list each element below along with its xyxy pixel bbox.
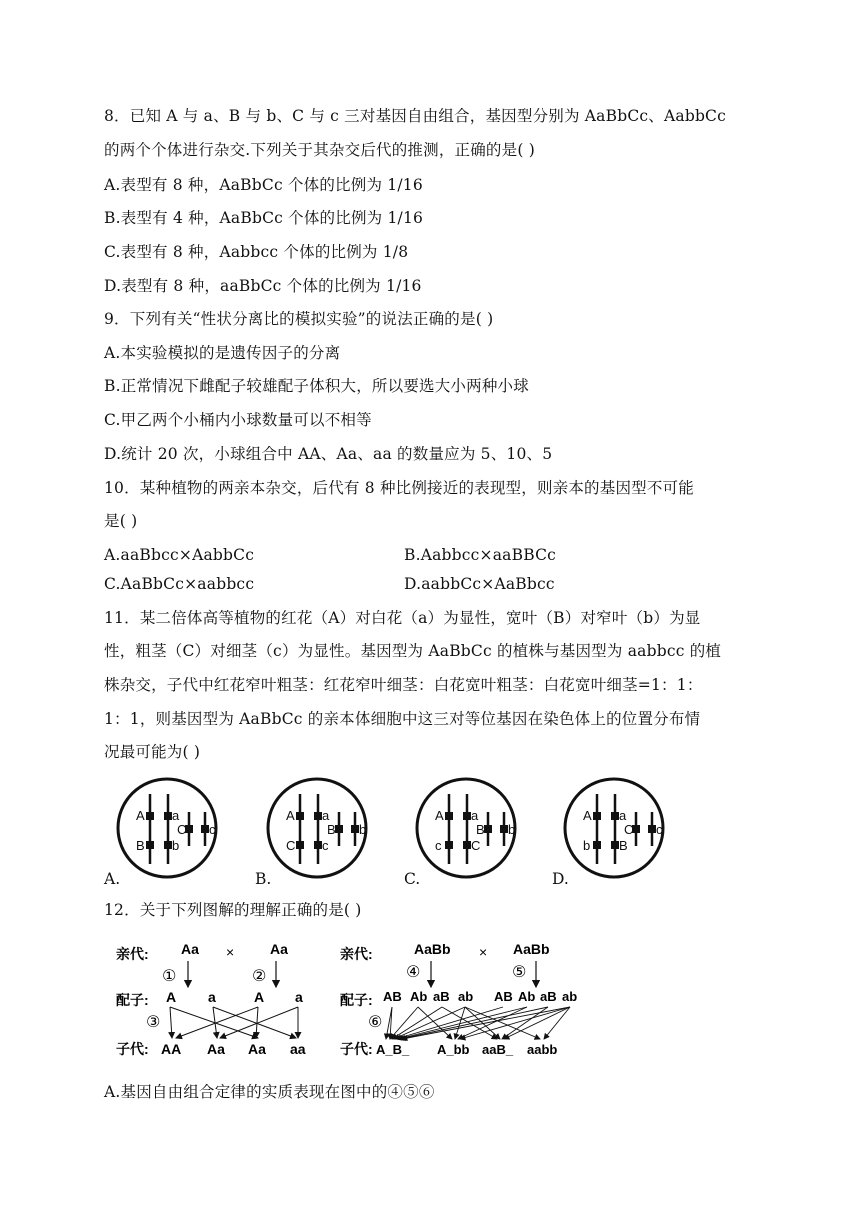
cross-diagram xyxy=(0,935,860,1065)
locus-c-4 xyxy=(463,841,471,849)
gene-label-a-2: a xyxy=(172,808,180,823)
q10-option-a: A.aaBbcc×AabbCc xyxy=(104,546,255,564)
locus-c-3 xyxy=(445,841,453,849)
q8-option-b: B.表型有 4 种，AaBbCc 个体的比例为 1/16 xyxy=(104,209,424,227)
left-parent-label: 亲代: xyxy=(116,946,149,962)
locus-c-6 xyxy=(500,825,508,833)
gene-label-c-2: a xyxy=(471,808,479,823)
q12-stem: 12．关于下列图解的理解正确的是( ) xyxy=(104,901,362,919)
step-2-marker: ② xyxy=(252,968,267,985)
left-cross-sign: × xyxy=(226,944,235,960)
q10-option-b: B.Aabbcc×aaBBCc xyxy=(404,546,557,564)
left-offspring-3: Aa xyxy=(248,1041,266,1057)
q11-stem-line2: 性，粗茎（C）对细茎（c）为显性。基因型为 AaBbCc 的植株与基因型为 aabbcc 的植 xyxy=(104,642,722,660)
q8-option-a: A.表型有 8 种，AaBbCc 个体的比例为 1/16 xyxy=(104,176,423,194)
gene-label-c-3: c xyxy=(435,838,442,853)
right-offspring-3: aaB_ xyxy=(482,1042,514,1057)
gene-label-d-3: b xyxy=(583,838,591,853)
gene-label-b-4: c xyxy=(322,838,329,853)
q11-stem-line3: 株杂交，子代中红花窄叶粗茎：红花窄叶细茎：白花宽叶粗茎：白花宽叶细茎=1：1： xyxy=(104,676,703,694)
gene-label-a-4: b xyxy=(172,838,180,853)
gene-label-d-5: C xyxy=(624,822,634,837)
gene-label-b-1: A xyxy=(286,808,295,823)
locus-b-6 xyxy=(351,825,359,833)
q8-stem-line2: 的两个个体进行杂交.下列关于其杂交后代的推测，正确的是( ) xyxy=(104,141,535,159)
locus-d-1 xyxy=(593,812,601,820)
q11-stem-line1: 11．某二倍体高等植物的红花（A）对白花（a）为显性，宽叶（B）对窄叶（b）为显 xyxy=(104,609,701,627)
step-4-marker: ④ xyxy=(406,964,421,981)
q11-stem-line5: 况最可能为( ) xyxy=(104,743,201,761)
locus-b-5 xyxy=(335,825,343,833)
q10-stem-line1: 10．某种植物的两亲本杂交，后代有 8 种比例接近的表现型，则亲本的基因型不可能 xyxy=(104,479,694,497)
locus-d-6 xyxy=(648,825,656,833)
q9-option-c: C.甲乙两个小桶内小球数量可以不相等 xyxy=(104,411,372,429)
gene-label-b-2: a xyxy=(322,808,330,823)
locus-a-1 xyxy=(146,812,154,820)
q8-option-c: C.表型有 8 种，Aabbcc 个体的比例为 1/8 xyxy=(104,243,409,261)
right-gamete-1: AB xyxy=(383,989,402,1004)
figure-label-c: C. xyxy=(404,870,421,888)
gene-label-c-1: A xyxy=(435,808,444,823)
q11-stem-line4: 1：1，则基因型为 AaBbCc 的亲本体细胞中这三对等位基因在染色体上的位置分布情 xyxy=(104,710,701,728)
left-gamete-label: 配子: xyxy=(116,992,149,1008)
gene-label-a-3: B xyxy=(136,838,145,853)
right-gamete-6: Ab xyxy=(518,989,536,1004)
step-3-marker: ③ xyxy=(146,1014,161,1031)
right-gamete-5: AB xyxy=(494,989,513,1004)
figure-label-a: A. xyxy=(104,870,121,888)
q10-option-d: D.aabbCc×AaBbcc xyxy=(404,575,555,593)
gene-label-b-5: B xyxy=(327,822,336,837)
gene-label-d-6: c xyxy=(656,822,663,837)
step-5-marker: ⑤ xyxy=(512,964,527,981)
left-gamete-4: a xyxy=(295,989,303,1005)
step-1-marker: ① xyxy=(162,968,177,985)
right-offspring-4: aabb xyxy=(527,1042,558,1057)
gene-label-a-6: c xyxy=(209,822,216,837)
q10-option-c: C.AaBbCc×aabbcc xyxy=(104,575,255,593)
left-offspring-1: AA xyxy=(161,1041,182,1057)
right-parent-1: AaBb xyxy=(414,941,451,957)
gene-label-b-3: C xyxy=(286,838,296,853)
left-parent-1: Aa xyxy=(181,941,199,957)
gene-label-d-4: B xyxy=(619,838,628,853)
right-gamete-label: 配子: xyxy=(340,992,373,1008)
gene-label-c-4: C xyxy=(471,838,481,853)
gene-label-a-5: C xyxy=(177,822,187,837)
q8-stem-line1: 8．已知 A 与 a、B 与 b、C 与 c 三对基因自由组合，基因型分别为 AaBbCc、AabbCc xyxy=(104,107,727,125)
q9-option-d: D.统计 20 次，小球组合中 AA、Aa、aa 的数量应为 5、10、5 xyxy=(104,445,553,463)
right-offspring-1: A_B_ xyxy=(376,1042,410,1057)
right-offspring-label: 子代: xyxy=(340,1041,373,1057)
right-gamete-7: aB xyxy=(540,989,557,1004)
q9-option-b: B.正常情况下雌配子较雄配子体积大，所以要选大小两种小球 xyxy=(104,377,529,395)
q10-stem-line2: 是( ) xyxy=(104,512,138,530)
gene-label-d-1: A xyxy=(583,808,592,823)
locus-c-1 xyxy=(445,812,453,820)
locus-a-3 xyxy=(146,841,154,849)
locus-b-1 xyxy=(296,812,304,820)
left-offspring-4: aa xyxy=(290,1041,306,1057)
right-offspring-2: A_bb xyxy=(437,1042,470,1057)
locus-d-3 xyxy=(593,841,601,849)
left-offspring-2: Aa xyxy=(207,1041,225,1057)
locus-b-3 xyxy=(296,841,304,849)
q9-stem: 9．下列有关“性状分离比的模拟实验”的说法正确的是( ) xyxy=(104,310,494,328)
q9-option-a: A.本实验模拟的是遗传因子的分离 xyxy=(104,344,341,362)
locus-d-2 xyxy=(611,812,619,820)
locus-c-2 xyxy=(463,812,471,820)
right-gamete-4: ab xyxy=(458,989,474,1004)
locus-b-2 xyxy=(314,812,322,820)
right-gamete-8: ab xyxy=(562,989,578,1004)
right-cross-sign: × xyxy=(479,944,488,960)
locus-b-4 xyxy=(314,841,322,849)
locus-c-5 xyxy=(484,825,492,833)
right-gamete-2: Ab xyxy=(410,989,428,1004)
figure-label-d: D. xyxy=(552,870,569,888)
chromosome-cells-figure xyxy=(0,776,860,896)
gene-label-c-6: b xyxy=(508,822,516,837)
left-gamete-1: A xyxy=(166,989,177,1005)
q12-option-a: A.基因自由组合定律的实质表现在图中的④⑤⑥ xyxy=(104,1083,435,1101)
gene-label-a-1: A xyxy=(136,808,145,823)
gene-label-b-6: b xyxy=(359,822,367,837)
locus-a-2 xyxy=(164,812,172,820)
left-gamete-2: a xyxy=(208,989,216,1005)
left-offspring-label: 子代: xyxy=(116,1041,149,1057)
locus-a-6 xyxy=(201,825,209,833)
right-gamete-3: aB xyxy=(433,989,450,1004)
locus-a-4 xyxy=(164,841,172,849)
left-gamete-3: A xyxy=(254,989,265,1005)
left-parent-2: Aa xyxy=(270,941,288,957)
q8-option-d: D.表型有 8 种，aaBbCc 个体的比例为 1/16 xyxy=(104,277,422,295)
gene-label-c-5: B xyxy=(476,822,485,837)
gene-label-d-2: a xyxy=(619,808,627,823)
step-6-marker: ⑥ xyxy=(368,1014,383,1031)
figure-label-b: B. xyxy=(255,870,272,888)
right-parent-label: 亲代: xyxy=(340,946,373,962)
locus-d-4 xyxy=(611,841,619,849)
right-parent-2: AaBb xyxy=(513,941,550,957)
